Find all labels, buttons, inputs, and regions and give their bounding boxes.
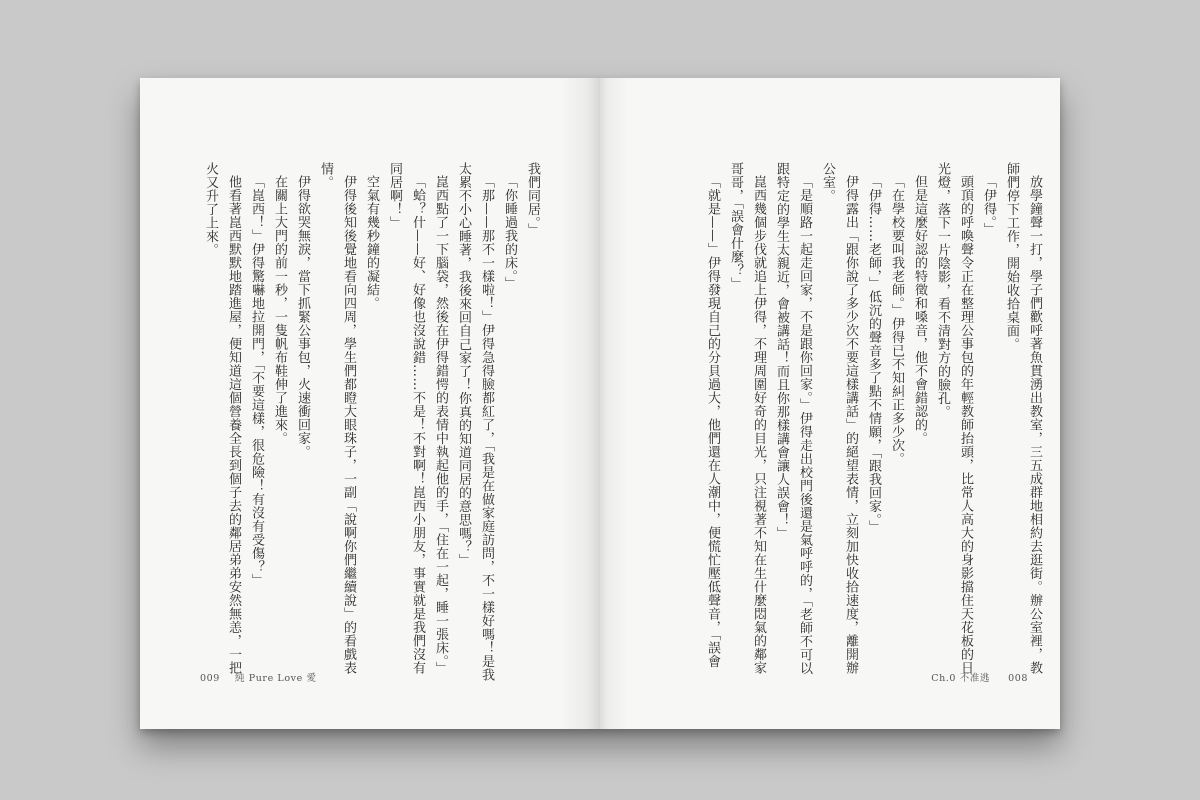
running-header-chapter-title: Ch.0 不准逃 (931, 673, 990, 684)
page-number: 008 (1008, 673, 1028, 684)
left-page (140, 78, 600, 729)
gutter-shadow (600, 78, 628, 729)
paragraph: 伊得後知後覺地看向四周，學生們都瞪大眼珠子，一副「說啊你們繼續說」的看戲表情。 (318, 162, 356, 675)
paragraph: 在關上大門的前一秒，一隻帆布鞋伸了進來。 (272, 175, 287, 445)
paragraph: 空氣有幾秒鐘的凝結。 (364, 175, 379, 310)
paragraph: 「伊得……老師，」低沉的聲音多了點不情願，「跟我回家。」 (866, 175, 881, 534)
paragraph: 「在學校要叫我老師。」伊得已不知糾正多少次。 (889, 175, 904, 466)
right-page (600, 78, 1060, 729)
paragraph: 「你睡過我的床。」 (502, 175, 517, 290)
paragraph: 「就是——」伊得發現自己的分貝過大，他們還在人潮中，便慌忙壓低聲音，「誤會 (705, 175, 720, 668)
running-header-book-title: 純 Pure Love 愛 (235, 673, 317, 684)
right-page-text (701, 162, 1046, 682)
paragraph: 「蛤？什——好、好像也沒說錯……不是！不對啊！崑西小朋友，事實就是我們沒有同居啊！」 (387, 162, 425, 675)
paragraph: 但是這麼好認的特徵和嗓音，他不會錯認的。 (912, 175, 927, 445)
paragraph: 我們同居。」 (525, 162, 540, 237)
gutter-shadow (560, 78, 600, 729)
page-number: 009 (200, 673, 220, 684)
left-page-text (199, 162, 544, 682)
paragraph: 放學鐘聲一打，學子們歡呼著魚貫湧出教室，三五成群地相約去逛街。辦公室裡，教師們停下工作，開始收拾桌面。 (1004, 162, 1042, 675)
paragraph: 「崑西！」伊得驚嚇地拉開門，「不要這樣，很危險！有沒有受傷？」 (249, 175, 264, 587)
paragraph: 伊得欲哭無淚，當下抓緊公事包，火速衝回家。 (295, 175, 310, 459)
paragraph: 崑西幾個步伐就追上伊得，不理周圍好奇的目光，只注視著不知在生什麼悶氣的鄰家哥哥，「誤會什麼？」 (728, 162, 766, 675)
open-book (140, 78, 1060, 729)
paragraph: 伊得露出「跟你說了多少次不要這樣講話」的絕望表情，立刻加快收拾速度，離開辦公室。 (820, 162, 858, 675)
paragraph: 「是順路一起走回家，不是跟你回家。」伊得走出校門後還是氣呼呼的，「老師不可以跟特定的學生太親近，會被講話！而且你那樣講會讓人誤會！」 (774, 162, 812, 675)
paragraph: 他看著崑西默默地踏進屋，便知道這個營養全長到個子去的鄰居弟弟安然無恙，一把火又升了上來。 (203, 162, 241, 675)
paragraph: 「那——那不一樣啦！」伊得急得臉都紅了，「我是在做家庭訪問，不一樣好嗎！是我太累不小心睡著，我後來回自己家了！你真的知道同居的意思嗎？」 (456, 162, 494, 682)
paragraph: 頭頂的呼喚聲令正在整理公事包的年輕教師抬頭，比常人高大的身影擋住天花板的日光燈，落下一片陰影，看不清對方的臉孔。 (935, 162, 973, 675)
paragraph: 「伊得。」 (981, 175, 996, 236)
paragraph: 崑西點了一下腦袋，然後在伊得錯愕的表情中執起他的手，「住在一起，睡一張床。」 (433, 175, 448, 675)
